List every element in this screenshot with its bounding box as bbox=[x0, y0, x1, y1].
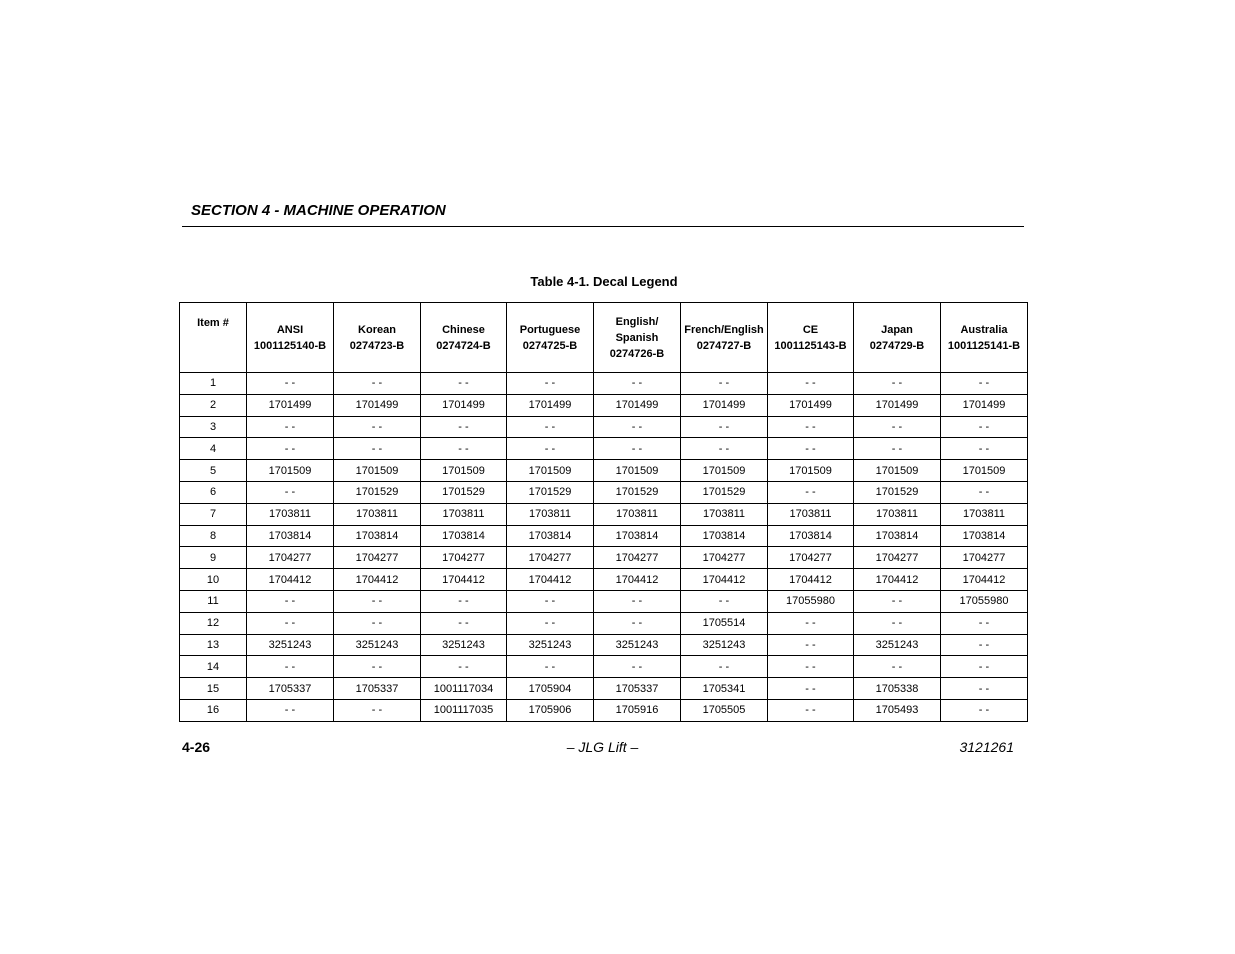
part-number-cell: 1001117035 bbox=[421, 699, 507, 721]
part-number-cell: 3251243 bbox=[421, 634, 507, 656]
column-header-line: English/ bbox=[615, 315, 659, 328]
item-number-cell: 13 bbox=[180, 634, 247, 656]
table-row bbox=[180, 503, 1028, 525]
table-row bbox=[180, 634, 1028, 656]
column-header bbox=[941, 303, 1028, 373]
column-header-line: French/English bbox=[684, 323, 764, 336]
part-number-cell: - - bbox=[507, 416, 594, 438]
part-number-cell: - - bbox=[768, 612, 854, 634]
column-header bbox=[180, 303, 247, 373]
part-number-cell: 1705916 bbox=[594, 699, 681, 721]
part-number-cell: - - bbox=[768, 438, 854, 460]
part-number-cell: 1701509 bbox=[941, 460, 1028, 482]
part-number-cell: 1701499 bbox=[421, 394, 507, 416]
part-number-cell: 3251243 bbox=[594, 634, 681, 656]
part-number-cell: 1704277 bbox=[681, 547, 768, 569]
item-number-cell: 11 bbox=[180, 590, 247, 612]
part-number-cell: 1704412 bbox=[507, 569, 594, 591]
part-number-cell: - - bbox=[768, 416, 854, 438]
part-number-cell: - - bbox=[247, 612, 334, 634]
part-number-cell: - - bbox=[768, 656, 854, 678]
part-number-cell: - - bbox=[854, 373, 941, 395]
part-number-cell: - - bbox=[768, 481, 854, 503]
part-number-cell: - - bbox=[334, 612, 421, 634]
column-header-line: 1001125140-B bbox=[253, 339, 327, 352]
part-number-cell: 1703811 bbox=[941, 503, 1028, 525]
part-number-cell: 1703814 bbox=[594, 525, 681, 547]
part-number-cell: - - bbox=[941, 612, 1028, 634]
part-number-cell: - - bbox=[247, 699, 334, 721]
item-number-cell: 9 bbox=[180, 547, 247, 569]
part-number-cell: 1704412 bbox=[681, 569, 768, 591]
part-number-cell: 1704412 bbox=[247, 569, 334, 591]
part-number-cell: - - bbox=[507, 438, 594, 460]
part-number-cell: 1705337 bbox=[594, 678, 681, 700]
part-number-cell: 1704412 bbox=[594, 569, 681, 591]
column-header-line: ANSI bbox=[276, 323, 304, 336]
part-number-cell: - - bbox=[334, 416, 421, 438]
part-number-cell: - - bbox=[334, 699, 421, 721]
part-number-cell: - - bbox=[247, 438, 334, 460]
table-row bbox=[180, 416, 1028, 438]
part-number-cell: 1704277 bbox=[594, 547, 681, 569]
part-number-cell: - - bbox=[421, 373, 507, 395]
part-number-cell: - - bbox=[334, 373, 421, 395]
part-number-cell: 3251243 bbox=[854, 634, 941, 656]
column-header-line: 0274725-B bbox=[522, 339, 578, 352]
part-number-cell: 1703814 bbox=[854, 525, 941, 547]
part-number-cell: - - bbox=[594, 438, 681, 460]
table-row bbox=[180, 569, 1028, 591]
part-number-cell: - - bbox=[681, 416, 768, 438]
part-number-cell: 1703811 bbox=[507, 503, 594, 525]
part-number-cell: 1705514 bbox=[681, 612, 768, 634]
part-number-cell: 1704412 bbox=[854, 569, 941, 591]
part-number-cell: - - bbox=[594, 590, 681, 612]
part-number-cell: 1701529 bbox=[594, 481, 681, 503]
part-number-cell: 1701529 bbox=[854, 481, 941, 503]
table-row bbox=[180, 699, 1028, 721]
part-number-cell: 1701509 bbox=[247, 460, 334, 482]
table-row bbox=[180, 678, 1028, 700]
part-number-cell: 1701509 bbox=[854, 460, 941, 482]
part-number-cell: 1701499 bbox=[334, 394, 421, 416]
part-number-cell: 1701509 bbox=[421, 460, 507, 482]
part-number-cell: - - bbox=[421, 590, 507, 612]
part-number-cell: 1704277 bbox=[421, 547, 507, 569]
table-row bbox=[180, 547, 1028, 569]
part-number-cell: - - bbox=[941, 438, 1028, 460]
column-header bbox=[247, 303, 334, 373]
column-header-line: Japan bbox=[881, 323, 913, 336]
table-row bbox=[180, 460, 1028, 482]
column-header-line: 1001125143-B bbox=[774, 339, 847, 352]
part-number-cell: - - bbox=[681, 373, 768, 395]
part-number-cell: - - bbox=[247, 481, 334, 503]
part-number-cell: 1701499 bbox=[854, 394, 941, 416]
table-row bbox=[180, 612, 1028, 634]
part-number-cell: - - bbox=[594, 373, 681, 395]
part-number-cell: - - bbox=[421, 612, 507, 634]
part-number-cell: 1703811 bbox=[681, 503, 768, 525]
part-number-cell: - - bbox=[247, 373, 334, 395]
part-number-cell: 1705493 bbox=[854, 699, 941, 721]
part-number-cell: - - bbox=[507, 656, 594, 678]
part-number-cell: 1704277 bbox=[507, 547, 594, 569]
part-number-cell: - - bbox=[421, 438, 507, 460]
item-number-cell: 2 bbox=[180, 394, 247, 416]
section-title: SECTION 4 - MACHINE OPERATION bbox=[191, 202, 446, 219]
part-number-cell: 1705341 bbox=[681, 678, 768, 700]
column-header-line: Australia bbox=[960, 323, 1008, 336]
part-number-cell: 1701499 bbox=[247, 394, 334, 416]
part-number-cell: - - bbox=[768, 678, 854, 700]
column-header-line: 1001125141-B bbox=[947, 339, 1021, 352]
part-number-cell: - - bbox=[334, 656, 421, 678]
part-number-cell: 1701499 bbox=[594, 394, 681, 416]
part-number-cell: 3251243 bbox=[507, 634, 594, 656]
item-number-cell: 7 bbox=[180, 503, 247, 525]
part-number-cell: - - bbox=[594, 612, 681, 634]
part-number-cell: - - bbox=[334, 590, 421, 612]
column-header-line: Korean bbox=[358, 323, 396, 336]
part-number-cell: 1705505 bbox=[681, 699, 768, 721]
part-number-cell: 1704277 bbox=[247, 547, 334, 569]
part-number-cell: 3251243 bbox=[681, 634, 768, 656]
part-number-cell: - - bbox=[854, 438, 941, 460]
column-header-line: Chinese bbox=[442, 323, 485, 336]
part-number-cell: - - bbox=[247, 416, 334, 438]
part-number-cell: 1701509 bbox=[507, 460, 594, 482]
part-number-cell: 1704412 bbox=[768, 569, 854, 591]
item-number-cell: 4 bbox=[180, 438, 247, 460]
column-header-line: Item # bbox=[197, 317, 229, 329]
part-number-cell: 1703811 bbox=[854, 503, 941, 525]
part-number-cell: 1703814 bbox=[941, 525, 1028, 547]
table-row bbox=[180, 373, 1028, 395]
part-number-cell: 1701509 bbox=[681, 460, 768, 482]
column-header bbox=[507, 303, 594, 373]
part-number-cell: 1704277 bbox=[334, 547, 421, 569]
column-header bbox=[854, 303, 941, 373]
table-row bbox=[180, 481, 1028, 503]
column-header-line: 0274723-B bbox=[349, 339, 405, 352]
part-number-cell: 1001117034 bbox=[421, 678, 507, 700]
item-number-cell: 5 bbox=[180, 460, 247, 482]
part-number-cell: - - bbox=[247, 656, 334, 678]
part-number-cell: - - bbox=[421, 656, 507, 678]
item-number-cell: 10 bbox=[180, 569, 247, 591]
header-divider bbox=[182, 226, 1024, 227]
part-number-cell: - - bbox=[941, 373, 1028, 395]
table-caption: Table 4-1. Decal Legend bbox=[530, 274, 678, 289]
part-number-cell: - - bbox=[768, 699, 854, 721]
part-number-cell: 1701509 bbox=[768, 460, 854, 482]
part-number-cell: 1701509 bbox=[334, 460, 421, 482]
column-header bbox=[594, 303, 681, 373]
part-number-cell: - - bbox=[681, 656, 768, 678]
part-number-cell: 1701529 bbox=[421, 481, 507, 503]
part-number-cell: - - bbox=[854, 590, 941, 612]
part-number-cell: - - bbox=[507, 612, 594, 634]
part-number-cell: 1705904 bbox=[507, 678, 594, 700]
column-header-line: CE bbox=[802, 323, 819, 336]
part-number-cell: - - bbox=[681, 590, 768, 612]
part-number-cell: - - bbox=[941, 634, 1028, 656]
part-number-cell: 1703814 bbox=[247, 525, 334, 547]
part-number-cell: 17055980 bbox=[768, 590, 854, 612]
part-number-cell: 1703814 bbox=[421, 525, 507, 547]
part-number-cell: 1705338 bbox=[854, 678, 941, 700]
part-number-cell: 1701499 bbox=[768, 394, 854, 416]
part-number-cell: 1703811 bbox=[768, 503, 854, 525]
part-number-cell: 1704277 bbox=[768, 547, 854, 569]
table-row bbox=[180, 590, 1028, 612]
part-number-cell: 1704412 bbox=[941, 569, 1028, 591]
part-number-cell: - - bbox=[421, 416, 507, 438]
table-header-row bbox=[180, 303, 1028, 373]
part-number-cell: 1704277 bbox=[941, 547, 1028, 569]
column-header bbox=[421, 303, 507, 373]
document-number: 3121261 bbox=[959, 739, 1014, 755]
table-body bbox=[180, 373, 1028, 722]
page-number: 4-26 bbox=[182, 739, 211, 755]
part-number-cell: - - bbox=[941, 481, 1028, 503]
part-number-cell: 1705337 bbox=[247, 678, 334, 700]
table-row bbox=[180, 438, 1028, 460]
part-number-cell: 1701499 bbox=[681, 394, 768, 416]
part-number-cell: - - bbox=[854, 416, 941, 438]
part-number-cell: 1704412 bbox=[421, 569, 507, 591]
part-number-cell: 1704412 bbox=[334, 569, 421, 591]
part-number-cell: 1705337 bbox=[334, 678, 421, 700]
part-number-cell: - - bbox=[334, 438, 421, 460]
column-header bbox=[334, 303, 421, 373]
item-number-cell: 15 bbox=[180, 678, 247, 700]
part-number-cell: - - bbox=[768, 634, 854, 656]
part-number-cell: 1703811 bbox=[421, 503, 507, 525]
part-number-cell: 1701509 bbox=[594, 460, 681, 482]
part-number-cell: 1703811 bbox=[334, 503, 421, 525]
item-number-cell: 1 bbox=[180, 373, 247, 395]
column-header-line: 0274724-B bbox=[436, 339, 491, 352]
item-number-cell: 3 bbox=[180, 416, 247, 438]
part-number-cell: 1703814 bbox=[768, 525, 854, 547]
part-number-cell: 3251243 bbox=[334, 634, 421, 656]
part-number-cell: 1701499 bbox=[507, 394, 594, 416]
column-header-line: Portuguese bbox=[519, 323, 581, 336]
item-number-cell: 6 bbox=[180, 481, 247, 503]
part-number-cell: - - bbox=[247, 590, 334, 612]
part-number-cell: - - bbox=[507, 373, 594, 395]
part-number-cell: 1703814 bbox=[507, 525, 594, 547]
part-number-cell: 1703814 bbox=[681, 525, 768, 547]
item-number-cell: 16 bbox=[180, 699, 247, 721]
part-number-cell: - - bbox=[594, 656, 681, 678]
column-header bbox=[681, 303, 768, 373]
part-number-cell: - - bbox=[594, 416, 681, 438]
part-number-cell: - - bbox=[854, 612, 941, 634]
part-number-cell: 1703814 bbox=[334, 525, 421, 547]
part-number-cell: - - bbox=[941, 699, 1028, 721]
part-number-cell: 17055980 bbox=[941, 590, 1028, 612]
column-header-line: 0274729-B bbox=[869, 339, 925, 352]
part-number-cell: - - bbox=[681, 438, 768, 460]
table-row bbox=[180, 525, 1028, 547]
part-number-cell: - - bbox=[941, 678, 1028, 700]
part-number-cell: 1703811 bbox=[594, 503, 681, 525]
part-number-cell: 1701529 bbox=[681, 481, 768, 503]
part-number-cell: 1701529 bbox=[507, 481, 594, 503]
part-number-cell: - - bbox=[768, 373, 854, 395]
column-header bbox=[768, 303, 854, 373]
part-number-cell: - - bbox=[941, 656, 1028, 678]
item-number-cell: 12 bbox=[180, 612, 247, 634]
part-number-cell: 1705906 bbox=[507, 699, 594, 721]
column-header-line: 0274726-B bbox=[609, 347, 665, 360]
part-number-cell: 1701529 bbox=[334, 481, 421, 503]
part-number-cell: - - bbox=[941, 416, 1028, 438]
part-number-cell: 1701499 bbox=[941, 394, 1028, 416]
item-number-cell: 14 bbox=[180, 656, 247, 678]
part-number-cell: 1703811 bbox=[247, 503, 334, 525]
decal-legend-table bbox=[179, 302, 1028, 722]
column-header-line: Spanish bbox=[615, 331, 659, 344]
part-number-cell: 1704277 bbox=[854, 547, 941, 569]
part-number-cell: - - bbox=[507, 590, 594, 612]
part-number-cell: - - bbox=[854, 656, 941, 678]
part-number-cell: 3251243 bbox=[247, 634, 334, 656]
table-row bbox=[180, 656, 1028, 678]
column-header-line: 0274727-B bbox=[696, 339, 752, 352]
item-number-cell: 8 bbox=[180, 525, 247, 547]
footer-title: – JLG Lift – bbox=[566, 739, 639, 755]
table-row bbox=[180, 394, 1028, 416]
